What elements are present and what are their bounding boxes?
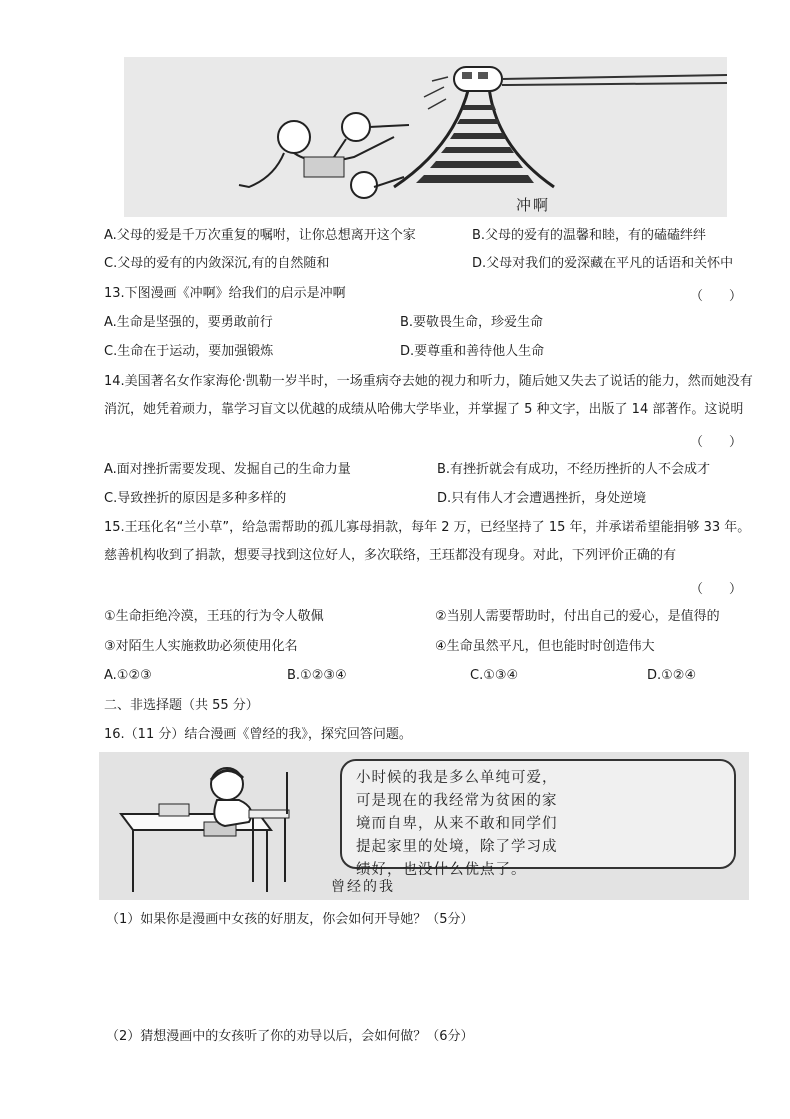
q13-option-b: B.要敬畏生命，珍爱生命 — [400, 315, 544, 330]
q15-option-b: B.①②③④ — [287, 668, 347, 683]
section-title-non-choice: 二、非选择题（共 55 分） — [104, 698, 259, 713]
q14-option-a: A.面对挫折需要发现、发掘自己的生命力量 — [104, 462, 351, 477]
cartoon-charge-image — [124, 57, 727, 217]
q14-answer-paren: （ ） — [690, 435, 743, 450]
q15-option-a: A.①②③ — [104, 668, 152, 683]
speech-bubble — [340, 759, 736, 878]
cartoon-former-me-caption: 曾经的我 — [331, 879, 395, 895]
q15-answer-paren: （ ） — [690, 582, 743, 597]
q13-option-a: A.生命是坚强的，要勇敢前行 — [104, 315, 273, 330]
q16-sub-question-2: （2）猜想漫画中的女孩听了你的劝导以后，会如何做？（6分） — [106, 1029, 474, 1044]
q12-option-d: D.父母对我们的爱深藏在平凡的话语和关怀中 — [472, 256, 734, 271]
q14-option-c: C.导致挫折的原因是多种多样的 — [104, 491, 287, 506]
cartoon-girl-drawing — [99, 752, 339, 900]
q15-statement-4: ④生命虽然平凡，但也能时时创造伟大 — [435, 639, 655, 654]
q15-statement-1: ①生命拒绝冷漠，王珏的行为令人敬佩 — [104, 609, 324, 624]
cartoon-former-me-image — [99, 752, 749, 900]
q13-stem: 13.下图漫画《冲啊》给我们的启示是冲啊 — [104, 286, 346, 301]
cartoon-charge-caption: 冲啊 — [516, 196, 551, 214]
q13-option-c: C.生命在于运动，要加强锻炼 — [104, 344, 274, 359]
q12-option-c: C.父母的爱有的内敛深沉,有的自然随和 — [104, 256, 330, 271]
q12-option-a: A.父母的爱是千万次重复的嘱咐，让你总想离开这个家 — [104, 228, 416, 243]
cartoon-charge-drawing — [124, 57, 727, 217]
q15-statement-2: ②当别人需要帮助时，付出自己的爱心，是值得的 — [435, 609, 720, 624]
q14-option-b: B.有挫折就会有成功，不经历挫折的人不会成才 — [437, 462, 711, 477]
q13-answer-paren: （ ） — [690, 289, 743, 304]
q15-option-d: D.①②④ — [647, 668, 697, 683]
q16-sub-question-1: （1）如果你是漫画中女孩的好朋友，你会如何开导她？（5分） — [106, 912, 474, 927]
speech-bubble-text: 小时候的我是多么单纯可爱， 可是现在的我经常为贫困的家 境而自卑，从来不敢和同学们 提起家里的处境，除了学习成 绩好，也没什么优点了。 — [356, 770, 558, 878]
q16-stem: 16.（11 分）结合漫画《曾经的我》，探究回答问题。 — [104, 727, 412, 742]
q13-option-d: D.要尊重和善待他人生命 — [400, 344, 545, 359]
q15-stem: 15.王珏化名“兰小草”，给急需帮助的孤儿寡母捐款，每年 2 万，已经坚持了 15 年，并承诺希望能捐够 33 年。慈善机构收到了捐款，想要寻找到这位好人，多次联络，王珏都没有现身。对此，下列评价正确的有 — [104, 520, 751, 563]
q15-option-c: C.①③④ — [470, 668, 519, 683]
q14-option-d: D.只有伟人才会遭遇挫折，身处逆境 — [437, 491, 647, 506]
q15-statement-3: ③对陌生人实施救助必须使用化名 — [104, 639, 298, 654]
q14-stem: 14.美国著名女作家海伦·凯勒一岁半时，一场重病夺去她的视力和听力，随后她又失去了说话的能力，然而她没有消沉，她凭着顽力，靠学习盲文以优越的成绩从哈佛大学毕业，并掌握了 5 种文字，出版了 14 部著作。这说明 — [104, 374, 753, 417]
q12-option-b: B.父母的爱有的温馨和睦，有的磕磕绊绊 — [472, 228, 707, 243]
